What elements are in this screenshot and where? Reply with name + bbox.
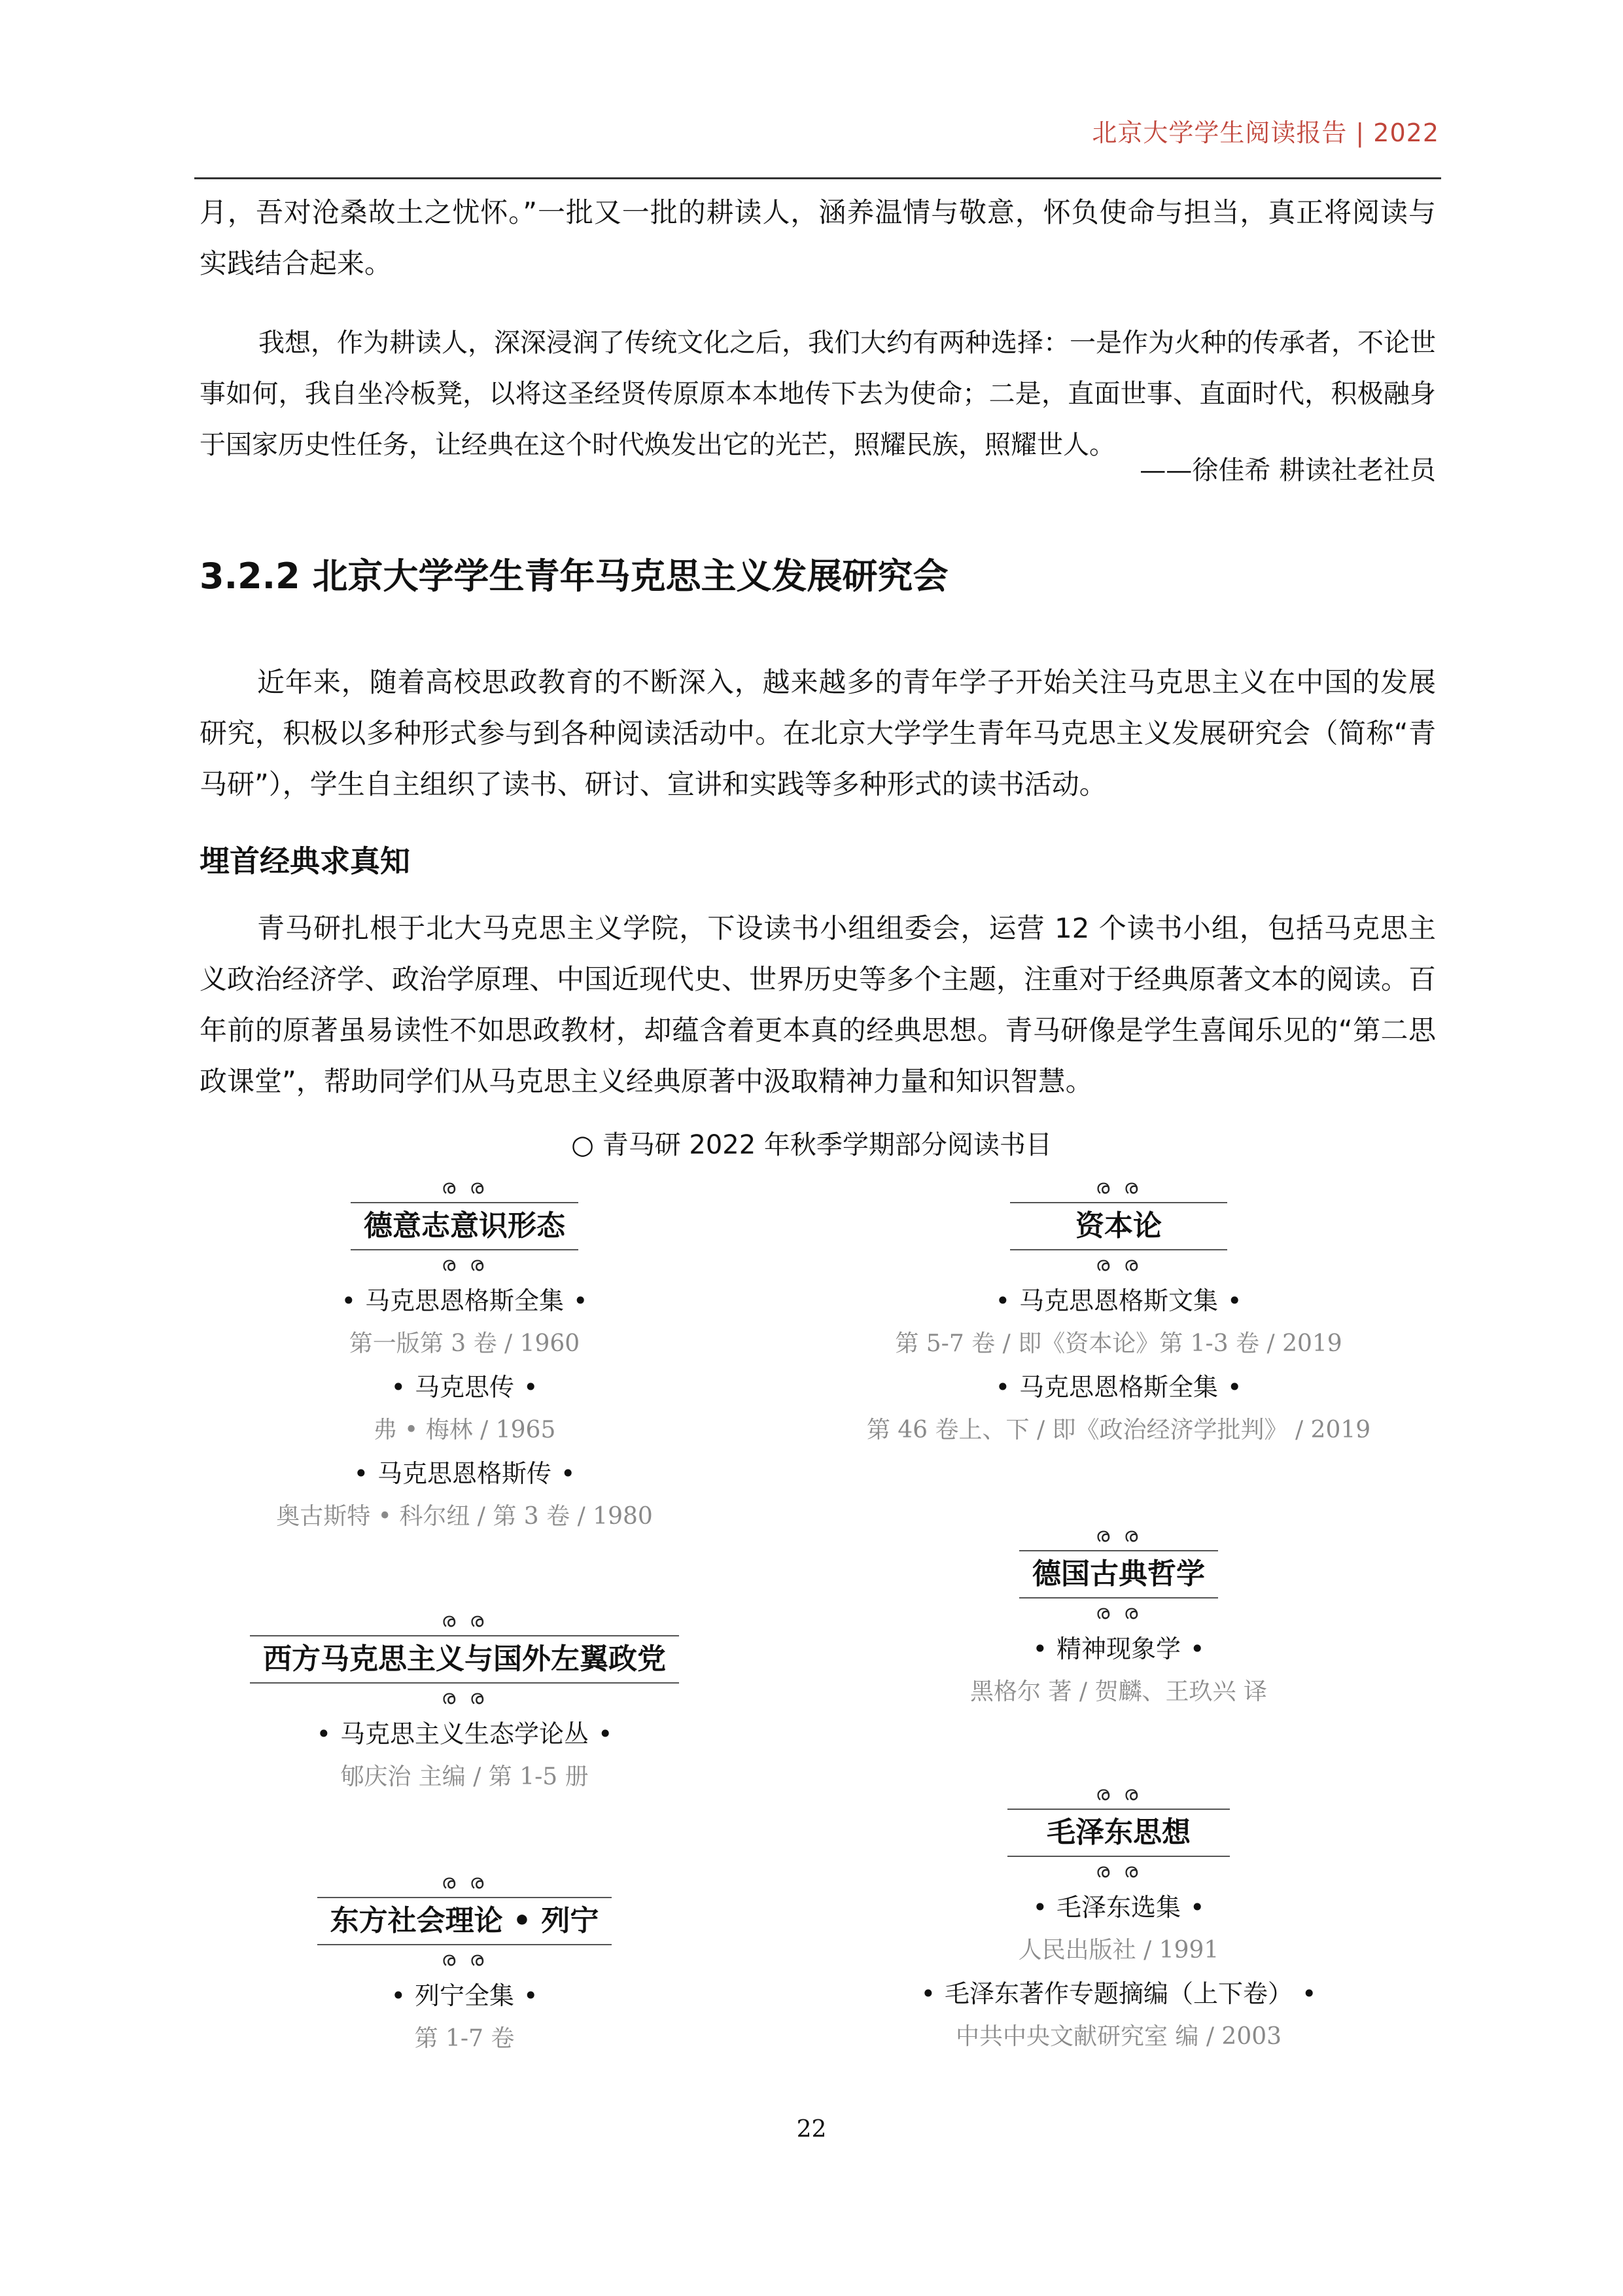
book-title: • 马克思传 • [391, 1373, 538, 1402]
ornament-icon: ര ര [441, 1176, 488, 1199]
subsection-heading: 埋首经典求真知 [200, 843, 410, 879]
book-meta: 弗 • 梅林 / 1965 [373, 1417, 556, 1443]
category-title: 西方马克思主义与国外左翼政党 [250, 1635, 679, 1684]
ornament-icon: ര ര [441, 1609, 488, 1632]
book-title: • 毛泽东选集 • [1032, 1893, 1205, 1922]
ornament-icon: ര ര [1095, 1782, 1142, 1805]
book-meta: 第 1-7 卷 [414, 2025, 515, 2052]
paragraph-continuation: 月，吾对沧桑故土之忧怀。”一批又一批的耕读人，涵养温情与敬意，怀负使命与担当，真正将阅读与实践结合起来。 [200, 196, 1436, 279]
ornament-icon: ര ര [441, 1253, 488, 1276]
ornament-icon: ര ര [1095, 1524, 1142, 1547]
category-title: 德国古典哲学 [1019, 1550, 1218, 1598]
category-title: 德意志意识形态 [351, 1202, 578, 1250]
ornament-icon: ര ര [1095, 1176, 1142, 1199]
ornament-icon: ര ര [441, 1948, 488, 1971]
quote-attribution: ——徐佳希 耕读社老社员 [1140, 455, 1436, 486]
book-title: • 马克思恩格斯全集 • [995, 1373, 1242, 1402]
page-number: 22 [796, 2116, 827, 2143]
book-meta: 黑格尔 著 / 贺麟、王玖兴 译 [970, 1678, 1267, 1705]
ornament-icon: ര ര [1095, 1601, 1142, 1624]
quote-block: 我想，作为耕读人，深深浸润了传统文化之后，我们大约有两种选择：一是作为火种的传承者，不论世事如何，我自坐冷板凳，以将这圣经贤传原原本本地传下去为使命；二是，直面世事、直面时代，积极融身于国家历史性任务，让经典在这个时代焕发出它的光芒，照耀民族，照耀世人。 [200, 328, 1436, 460]
book-meta: 中共中央文献研究室 编 / 2003 [955, 2023, 1282, 2050]
reading-group-western-marxism [196, 1606, 733, 1799]
intro-paragraph: 近年来，随着高校思政教育的不断深入，越来越多的青年学子开始关注马克思主义在中国的发展研究，积极以多种形式参与到各种阅读活动中。在北京大学学生青年马克思主义发展研究会（简称“青马研”），学生自主组织了读书、研讨、宣讲和实践等多种形式的读书活动。 [200, 666, 1436, 800]
running-header: 北京大学学生阅读报告 | 2022 [1092, 118, 1439, 147]
book-title: • 马克思恩格斯全集 • [341, 1286, 588, 1315]
ornament-icon: ര ര [441, 1686, 488, 1709]
book-meta: 第 5-7 卷 / 即《资本论》第 1-3 卷 / 2019 [895, 1330, 1342, 1357]
book-title: • 毛泽东著作专题摘编（上下卷） • [920, 1979, 1317, 2008]
category-title: 资本论 [1010, 1202, 1227, 1250]
book-meta: 第一版第 3 卷 / 1960 [349, 1330, 580, 1357]
category-title: 毛泽东思想 [1007, 1809, 1230, 1857]
reading-list-caption: ○ 青马研 2022 年秋季学期部分阅读书目 [571, 1130, 1052, 1160]
reading-group-lenin [196, 1868, 733, 2060]
header-divider [194, 177, 1441, 179]
reading-group-german-ideology [236, 1173, 693, 1538]
book-title: • 马克思主义生态学论丛 • [316, 1720, 613, 1748]
category-title: 东方社会理论 • 列宁 [317, 1897, 612, 1945]
book-meta: 郇庆治 主编 / 第 1-5 册 [340, 1763, 589, 1790]
ornament-icon: ര ര [1095, 1253, 1142, 1276]
body-paragraph: 青马研扎根于北大马克思主义学院，下设读书小组组委会，运营 12 个读书小组，包括马克思主义政治经济学、政治学原理、中国近现代史、世界历史等多个主题，注重对于经典原著文本的阅读。百年前的原著虽易读性不如思政教材，却蕴含着更本真的经典思想。青马研像是学生喜闻乐见的“第二思政课堂”，帮助同学们从马克思主义经典原著中汲取精神力量和知识智慧。 [200, 912, 1437, 1097]
book-meta: 奥古斯特 • 科尔纽 / 第 3 卷 / 1980 [276, 1503, 653, 1530]
ornament-icon: ര ര [1095, 1860, 1142, 1882]
section-heading: 3.2.2 北京大学学生青年马克思主义发展研究会 [200, 556, 949, 597]
book-title: • 马克思恩格斯文集 • [995, 1286, 1242, 1315]
book-meta: 人民出版社 / 1991 [1018, 1937, 1219, 1964]
reading-group-capital [850, 1173, 1387, 1452]
reading-group-mao-thought [850, 1780, 1387, 2058]
book-title: • 马克思恩格斯传 • [353, 1459, 576, 1488]
reading-group-german-philosophy [850, 1521, 1387, 1714]
book-meta: 第 46 卷上、下 / 即《政治经济学批判》 / 2019 [866, 1417, 1371, 1443]
ornament-icon: ര ര [441, 1871, 488, 1894]
book-title: • 精神现象学 • [1032, 1634, 1205, 1663]
book-title: • 列宁全集 • [391, 1981, 538, 2010]
